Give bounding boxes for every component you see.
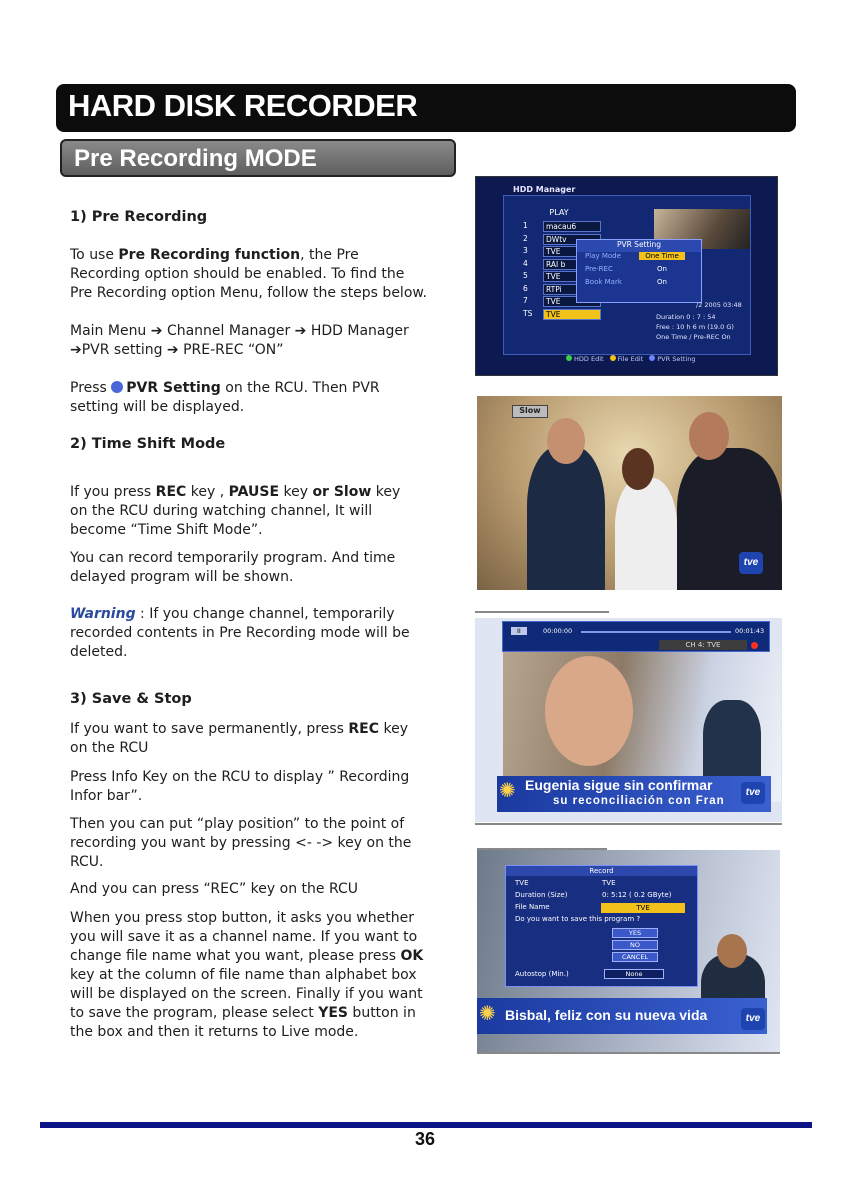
channel-row: 4 RAI b bbox=[515, 259, 603, 272]
page-number: 36 bbox=[414, 1129, 436, 1149]
person-head bbox=[622, 448, 654, 490]
paragraph-line: the box and then it returns to Live mode. bbox=[70, 1024, 359, 1040]
paragraph-line: Press PVR Setting on the RCU. Then PVR bbox=[70, 380, 380, 396]
paragraph-line: If you press REC key , PAUSE key or Slow key bbox=[70, 484, 401, 500]
caption-line: su reconciliación con Fran bbox=[553, 795, 725, 807]
save-stop-heading: 3) Save & Stop bbox=[70, 691, 192, 707]
paragraph-line: Pre Recording option Menu, follow the steps below. bbox=[70, 285, 427, 301]
paragraph-line: Then you can put “play position” to the point of bbox=[70, 816, 405, 832]
duration-info: Duration 0 : 7 : 54 bbox=[656, 313, 716, 321]
pvr-title: PVR Setting bbox=[577, 240, 701, 252]
end-time: 00:01:43 bbox=[735, 627, 765, 635]
menu-path-line: ➔PVR setting ➔ PRE-REC “ON” bbox=[70, 342, 284, 358]
time-shift-heading: 2) Time Shift Mode bbox=[70, 436, 226, 452]
person-figure bbox=[677, 448, 782, 590]
channel-label: TVE bbox=[515, 879, 529, 887]
slow-mode-screenshot bbox=[477, 396, 782, 590]
file-name-label: File Name bbox=[515, 903, 550, 911]
warning-line: Warning : If you change channel, temporarily bbox=[70, 606, 395, 622]
info-bar-screenshot bbox=[475, 618, 782, 822]
page-header bbox=[56, 84, 796, 132]
paragraph-line: If you want to save permanently, press REC key bbox=[70, 721, 408, 737]
pause-indicator: II bbox=[511, 627, 527, 635]
blue-button-icon bbox=[111, 381, 123, 393]
channel-row: 5 TVE bbox=[515, 271, 603, 284]
paragraph-line: recording you want by pressing <- -> key on the bbox=[70, 835, 412, 851]
person-figure bbox=[527, 446, 605, 590]
section-header bbox=[60, 139, 456, 177]
progress-track bbox=[581, 631, 731, 633]
paragraph-line: To use Pre Recording function, the Pre bbox=[70, 247, 359, 263]
pvr-row: Book Mark On bbox=[585, 278, 667, 286]
channel-row: 7 TVE bbox=[515, 296, 603, 309]
paragraph-line: When you press stop button, it asks you whether bbox=[70, 910, 414, 926]
slow-badge: Slow bbox=[512, 405, 548, 418]
news-caption bbox=[477, 998, 767, 1034]
section-title: Pre Recording MODE bbox=[74, 145, 317, 172]
paragraph-line: RCU. bbox=[70, 854, 104, 870]
paragraph-line: delayed program will be shown. bbox=[70, 569, 294, 585]
duration-value: 0: 5:12 ( 0.2 GByte) bbox=[602, 891, 672, 899]
green-button-icon bbox=[566, 355, 572, 361]
cancel-button[interactable]: CANCEL bbox=[612, 952, 658, 962]
inset-person-head bbox=[717, 934, 747, 968]
yes-button[interactable]: YES bbox=[612, 928, 658, 938]
record-date: /2 2005 03:48 bbox=[696, 301, 742, 309]
paragraph-line: to save the program, please select YES button in bbox=[70, 1005, 416, 1021]
save-question: Do you want to save this program ? bbox=[515, 915, 641, 923]
file-name-field[interactable]: TVE bbox=[601, 903, 685, 913]
tve-logo: tve bbox=[741, 782, 765, 804]
paragraph-line: You can record temporarily program. And time bbox=[70, 550, 396, 566]
warning-line: recorded contents in Pre Recording mode will be bbox=[70, 625, 410, 641]
paragraph-line: you will save it as a channel name. If you want to bbox=[70, 929, 418, 945]
page-title: HARD DISK RECORDER bbox=[68, 88, 418, 123]
paragraph-line: become “Time Shift Mode”. bbox=[70, 522, 263, 538]
tve-logo: tve bbox=[741, 1008, 765, 1030]
person-head bbox=[689, 412, 729, 460]
footer-rule bbox=[40, 1122, 812, 1128]
channel-row-selected: TS TVE bbox=[515, 309, 603, 322]
menu-path-line: Main Menu ➔ Channel Manager ➔ HDD Manager bbox=[70, 323, 409, 339]
record-dialog-screenshot bbox=[477, 850, 780, 1052]
pvr-row: Play Mode One Time bbox=[577, 252, 701, 265]
paragraph-line: on the RCU during watching channel, It will bbox=[70, 503, 373, 519]
pvr-row: Pre-REC On bbox=[585, 265, 667, 273]
no-button[interactable]: NO bbox=[612, 940, 658, 950]
paragraph-line: Recording option should be enabled. To find the bbox=[70, 266, 405, 282]
paragraph-line: will be displayed on the screen. Finally if you want bbox=[70, 986, 423, 1002]
divider bbox=[475, 611, 609, 613]
mode-info: One Time / Pre-REC On bbox=[656, 333, 731, 341]
person-figure bbox=[615, 478, 677, 590]
paragraph-line: Infor bar”. bbox=[70, 788, 143, 804]
hdd-manager-screenshot bbox=[475, 176, 778, 376]
autostop-label: Autostop (Min.) bbox=[515, 970, 569, 978]
news-caption bbox=[497, 776, 771, 812]
start-time: 00:00:00 bbox=[543, 627, 573, 635]
paragraph-line: setting will be displayed. bbox=[70, 399, 245, 415]
dialog-title: Record bbox=[506, 866, 697, 876]
yellow-button-icon bbox=[610, 355, 616, 361]
channel-row: 6 RTPi bbox=[515, 284, 603, 297]
pre-recording-heading: 1) Pre Recording bbox=[70, 209, 208, 225]
channel-row: 2 DWtv bbox=[515, 234, 603, 247]
record-dialog bbox=[505, 865, 698, 987]
tve-logo: tve bbox=[739, 552, 763, 574]
person-head bbox=[547, 418, 585, 464]
channel-row: 1 macau6 bbox=[515, 221, 603, 234]
paragraph-line: on the RCU bbox=[70, 740, 149, 756]
duration-label: Duration (Size) bbox=[515, 891, 568, 899]
inset-person bbox=[703, 700, 761, 786]
sun-logo-icon: ✺ bbox=[479, 1001, 496, 1025]
hdd-title: HDD Manager bbox=[513, 185, 576, 194]
divider bbox=[475, 823, 782, 825]
channel-value: TVE bbox=[602, 879, 616, 887]
paragraph-line: key at the column of file name than alphabet box bbox=[70, 967, 417, 983]
paragraph-line: Press Info Key on the RCU to display ” Recording bbox=[70, 769, 410, 785]
paragraph-line: change file name what you want, please press OK bbox=[70, 948, 424, 964]
divider bbox=[477, 1052, 780, 1054]
recording-info-bar bbox=[502, 621, 770, 652]
free-space-info: Free : 10 h 6 m (19.0 G) bbox=[656, 323, 734, 331]
channel-label: CH 4: TVE bbox=[659, 640, 747, 650]
paragraph-line: And you can press “REC” key on the RCU bbox=[70, 881, 359, 897]
warning-line: deleted. bbox=[70, 644, 128, 660]
caption-line: Bisbal, feliz con su nueva vida bbox=[505, 1007, 708, 1023]
autostop-value[interactable]: None bbox=[604, 969, 664, 979]
presenter-head bbox=[545, 656, 633, 766]
pvr-setting-popup bbox=[576, 239, 702, 303]
blue-button-icon bbox=[649, 355, 655, 361]
button-legend: HDD Edit File Edit PVR Setting bbox=[562, 355, 695, 363]
record-dot-icon bbox=[751, 642, 758, 649]
caption-line: Eugenia sigue sin confirmar bbox=[525, 777, 713, 793]
channel-row: 3 TVE bbox=[515, 246, 603, 259]
play-label: PLAY bbox=[549, 208, 569, 217]
sun-logo-icon: ✺ bbox=[499, 778, 516, 802]
